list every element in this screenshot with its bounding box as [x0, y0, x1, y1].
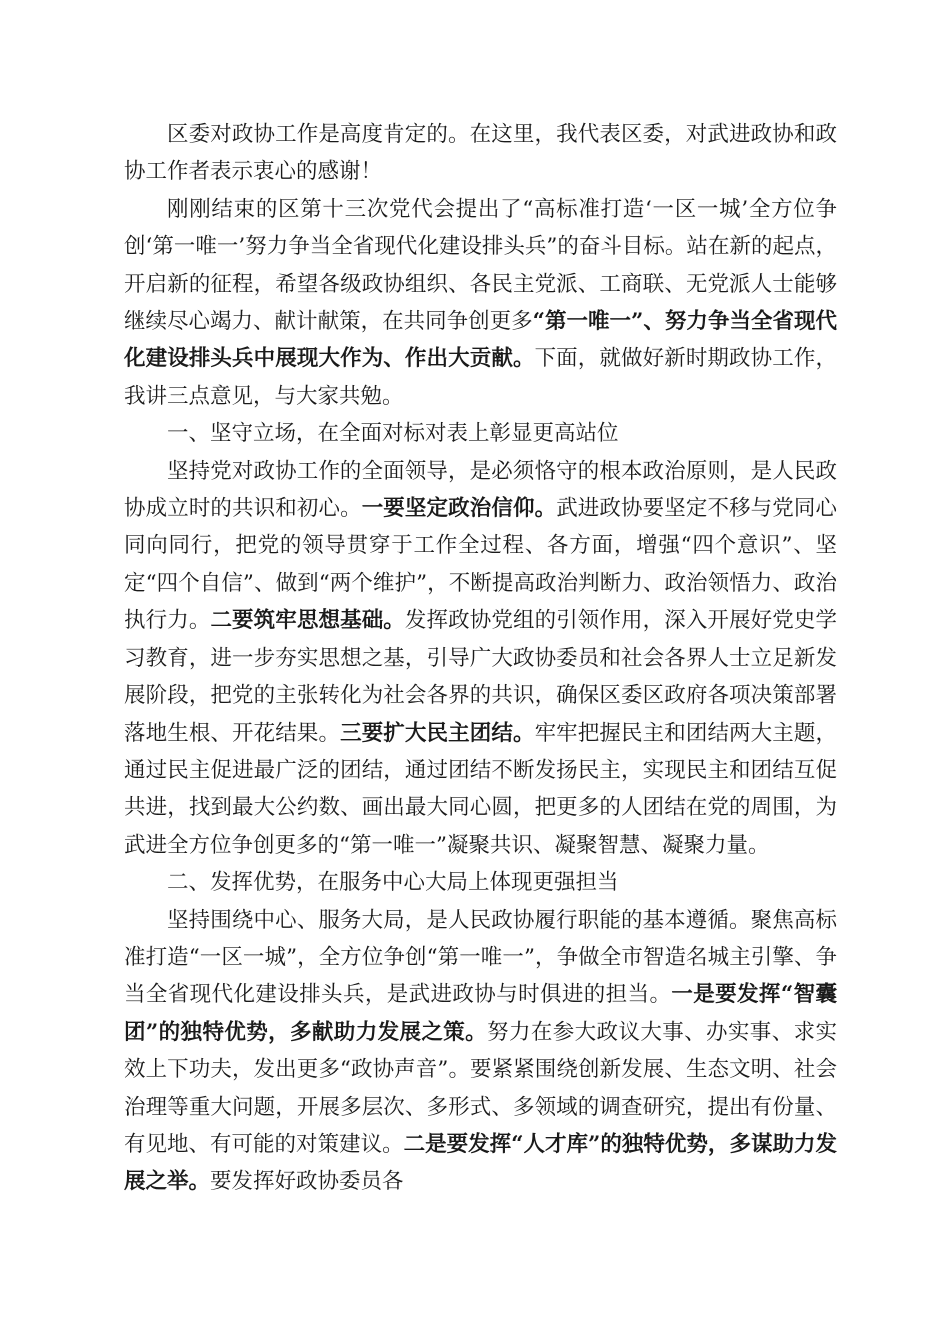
paragraph-text: 要发挥好政协委员各 — [210, 1169, 404, 1195]
paragraph-emphasis: 二是要发挥“人才库”的独特优势，多谋助力发展之举。 — [124, 1131, 837, 1195]
section-heading-text: 二、发挥优势，在服务中心大局上体现更强担当 — [167, 870, 619, 896]
section-heading-2 — [124, 864, 837, 901]
paragraph-thanks — [124, 116, 837, 191]
paragraph-text: 坚持围绕中心、服务大局，是人民政协履行职能的基本遵循。聚焦高标准打造“一区一城”，全方位争创“第一唯一”，争做全市智造名城主引擎、争当全省现代化建设排头兵，是武进政协与时俱进的担当。 — [124, 907, 837, 1008]
document-page — [124, 116, 837, 1201]
paragraph-text: 刚刚结束的区第十三次党代会提出了“高标准打造‘一区一城’全方位争创‘第一唯一’努力争当全省现代化建设排头兵”的奋斗目标。站在新的起点，开启新的征程，希望各级政协组织、各民主党派、工商联、无党派人士能够继续尽心竭力、献计献策，在共同争创更多 — [124, 196, 837, 335]
paragraph-text: 坚持党对政协工作的全面领导，是必须恪守的根本政治原则，是人民政协成立时的共识和初心。 — [124, 458, 837, 522]
paragraph-text: 区委对政协工作是高度肯定的。在这里，我代表区委，对武进政协和政协工作者表示衷心的感谢！ — [124, 122, 837, 185]
paragraph-emphasis: 三要扩大民主团结。 — [340, 720, 535, 746]
paragraph-text: 武进政协要坚定不移与党同心同向同行，把党的领导贯穿于工作全过程、各方面，增强“四个意识”、坚定“四个自信”、做到“两个维护”，不断提高政治判断力、政治领悟力、政治执行力。 — [124, 496, 837, 634]
paragraph-emphasis: “第一唯一”、努力争当全省现代化建设排头兵中展现大作为、作出大贡献。 — [124, 309, 837, 372]
paragraph-emphasis: 二要筑牢思想基础。 — [210, 608, 405, 634]
paragraph-goals — [124, 191, 837, 415]
paragraph-text: 下面，就做好新时期政协工作，我讲三点意见，与大家共勉。 — [124, 346, 837, 409]
paragraph-section-2 — [124, 902, 837, 1201]
paragraph-text: 发挥政协党组的引领作用，深入开展好党史学习教育，进一步夯实思想之基，引导广大政协委员和社会各界人士立足新发展阶段，把党的主张转化为社会各界的共识，确保区委区政府各项决策部署落地生根、开花结果。 — [124, 608, 837, 746]
paragraph-emphasis: 一要坚定政治信仰。 — [361, 496, 557, 522]
paragraph-text: 努力在参大政议大事、办实事、求实效上下功夫，发出更多“政协声音”。要紧紧围绕创新发展、生态文明、社会治理等重大问题，开展多层次、多形式、多领域的调查研究，提出有份量、有见地、有可能的对策建议。 — [124, 1019, 837, 1157]
paragraph-emphasis: 一是要发挥“智囊团”的独特优势，多献助力发展之策。 — [124, 982, 837, 1045]
section-heading-text: 一、坚守立场，在全面对标对表上彰显更高站位 — [167, 421, 619, 447]
paragraph-section-1 — [124, 453, 837, 864]
paragraph-text: 牢牢把握民主和团结两大主题，通过民主促进最广泛的团结，通过团结不断发扬民主，实现民主和团结互促共进，找到最大公约数、画出最大同心圆，把更多的人团结在党的周围，为武进全方位争创更多的“第一唯一”凝聚共识、凝聚智慧、凝聚力量。 — [124, 720, 837, 858]
section-heading-1 — [124, 415, 837, 452]
